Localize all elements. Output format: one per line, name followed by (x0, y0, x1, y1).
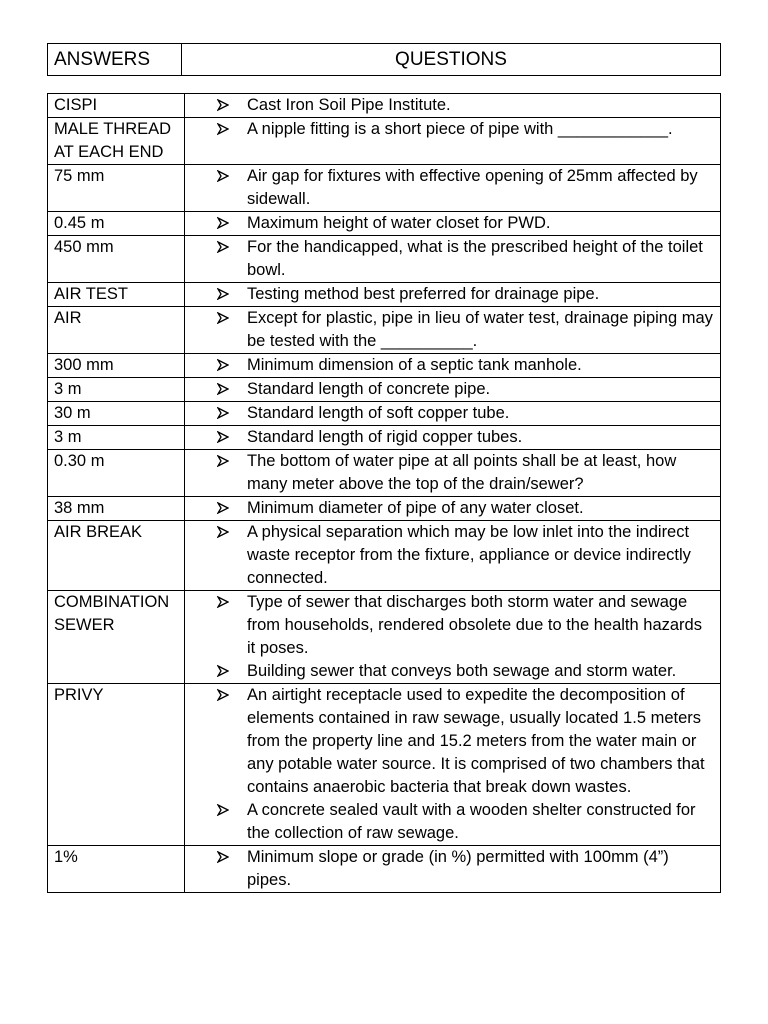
table-row (48, 118, 721, 165)
answer-cell: 75 mm (48, 165, 185, 212)
bullet (191, 846, 247, 869)
question-text: Air gap for fixtures with effective opening of 25mm affected by sidewall. (247, 167, 698, 208)
table-row (48, 94, 721, 118)
question-cell (185, 212, 721, 236)
question-item (191, 354, 714, 377)
question-text: For the handicapped, what is the prescribed height of the toilet bowl. (247, 238, 703, 279)
question-item (191, 402, 714, 425)
question-text: Minimum diameter of pipe of any water closet. (247, 499, 584, 517)
answer-cell: AIR TEST (48, 283, 185, 307)
answer-cell: 450 mm (48, 236, 185, 283)
question-item (191, 497, 714, 520)
arrow-bullet-icon (217, 596, 229, 608)
question-item (191, 660, 714, 683)
answer-cell: 1% (48, 846, 185, 893)
bullet (191, 212, 247, 235)
question-cell (185, 354, 721, 378)
question-text: Cast Iron Soil Pipe Institute. (247, 96, 451, 114)
question-text: Testing method best preferred for drainage pipe. (247, 285, 600, 303)
question-text: A physical separation which may be low inlet into the indirect waste receptor from the fixture, appliance or device indirectly connected. (247, 523, 691, 587)
question-cell (185, 165, 721, 212)
table-row (48, 521, 721, 591)
question-text: Standard length of rigid copper tubes. (247, 428, 523, 446)
arrow-bullet-icon (217, 241, 229, 253)
arrow-bullet-icon (217, 383, 229, 395)
questions-header: QUESTIONS (182, 44, 721, 76)
answer-cell: COMBINATION SEWER (48, 591, 185, 684)
answer-cell: 3 m (48, 378, 185, 402)
table-row (48, 497, 721, 521)
table-row (48, 354, 721, 378)
question-cell (185, 591, 721, 684)
question-cell (185, 118, 721, 165)
answer-cell: AIR BREAK (48, 521, 185, 591)
question-item (191, 236, 714, 282)
question-item (191, 94, 714, 117)
answer-cell: AIR (48, 307, 185, 354)
bullet (191, 354, 247, 377)
question-text: Except for plastic, pipe in lieu of water test, drainage piping may be tested with the __________. (247, 309, 713, 350)
question-text: Minimum slope or grade (in %) permitted with 100mm (4”) pipes. (247, 848, 669, 889)
answers-header: ANSWERS (48, 44, 182, 76)
table-row (48, 450, 721, 497)
question-cell (185, 426, 721, 450)
question-item (191, 283, 714, 306)
table-row (48, 426, 721, 450)
question-item (191, 165, 714, 211)
answer-cell: PRIVY (48, 684, 185, 846)
header-row (48, 44, 721, 76)
question-text: Building sewer that conveys both sewage and storm water. (247, 662, 677, 680)
table-row (48, 846, 721, 893)
question-text: Standard length of concrete pipe. (247, 380, 491, 398)
bullet (191, 497, 247, 520)
bullet (191, 591, 247, 614)
table-row (48, 402, 721, 426)
answer-cell: 3 m (48, 426, 185, 450)
arrow-bullet-icon (217, 431, 229, 443)
question-text: An airtight receptacle used to expedite the decomposition of elements contained in raw sewage, usually located 1.5 meters from the property line and 15.2 meters from the water main or any potable water source. It is comprised of two chambers that contains anaerobic bacteria that break down wastes. (247, 686, 705, 796)
arrow-bullet-icon (217, 217, 229, 229)
question-cell (185, 684, 721, 846)
arrow-bullet-icon (217, 359, 229, 371)
arrow-bullet-icon (217, 804, 229, 816)
answer-cell: CISPI (48, 94, 185, 118)
bullet (191, 118, 247, 141)
bullet (191, 660, 247, 683)
table-row (48, 236, 721, 283)
table-row (48, 684, 721, 846)
question-text: A nipple fitting is a short piece of pipe with ____________. (247, 120, 673, 138)
table-row (48, 212, 721, 236)
arrow-bullet-icon (217, 851, 229, 863)
arrow-bullet-icon (217, 99, 229, 111)
bullet (191, 426, 247, 449)
table-row (48, 378, 721, 402)
question-text: The bottom of water pipe at all points shall be at least, how many meter above the top of the drain/sewer? (247, 452, 677, 493)
question-item (191, 212, 714, 235)
bullet (191, 521, 247, 544)
question-text: Maximum height of water closet for PWD. (247, 214, 551, 232)
answer-cell: 38 mm (48, 497, 185, 521)
question-item (191, 846, 714, 892)
table-row (48, 283, 721, 307)
question-text: Standard length of soft copper tube. (247, 404, 510, 422)
qa-table (47, 93, 721, 893)
bullet (191, 165, 247, 188)
bullet (191, 799, 247, 822)
bullet (191, 378, 247, 401)
question-item (191, 799, 714, 845)
arrow-bullet-icon (217, 312, 229, 324)
question-cell (185, 521, 721, 591)
question-cell (185, 846, 721, 893)
question-cell (185, 236, 721, 283)
bullet (191, 402, 247, 425)
arrow-bullet-icon (217, 502, 229, 514)
question-item (191, 450, 714, 496)
question-item (191, 521, 714, 590)
table-row (48, 307, 721, 354)
question-cell (185, 283, 721, 307)
question-item (191, 307, 714, 353)
answer-cell: 0.45 m (48, 212, 185, 236)
question-cell (185, 94, 721, 118)
answer-cell: 0.30 m (48, 450, 185, 497)
question-cell (185, 450, 721, 497)
arrow-bullet-icon (217, 123, 229, 135)
arrow-bullet-icon (217, 526, 229, 538)
question-text: A concrete sealed vault with a wooden shelter constructed for the collection of raw sewage. (247, 801, 696, 842)
bullet (191, 236, 247, 259)
table-row (48, 165, 721, 212)
question-cell (185, 378, 721, 402)
question-text: Minimum dimension of a septic tank manhole. (247, 356, 582, 374)
question-item (191, 591, 714, 660)
arrow-bullet-icon (217, 689, 229, 701)
answer-cell: MALE THREAD AT EACH END (48, 118, 185, 165)
table-row (48, 591, 721, 684)
arrow-bullet-icon (217, 665, 229, 677)
question-text: Type of sewer that discharges both storm water and sewage from households, rendered obsolete due to the health hazards it poses. (247, 593, 702, 657)
bullet (191, 307, 247, 330)
bullet (191, 94, 247, 117)
header-table (47, 43, 721, 76)
arrow-bullet-icon (217, 288, 229, 300)
bullet (191, 684, 247, 707)
arrow-bullet-icon (217, 170, 229, 182)
question-item (191, 684, 714, 799)
question-item (191, 426, 714, 449)
arrow-bullet-icon (217, 455, 229, 467)
question-item (191, 378, 714, 401)
question-cell (185, 307, 721, 354)
bullet (191, 450, 247, 473)
answer-cell: 300 mm (48, 354, 185, 378)
question-cell (185, 497, 721, 521)
answer-cell: 30 m (48, 402, 185, 426)
qa-table-body (48, 94, 721, 893)
arrow-bullet-icon (217, 407, 229, 419)
question-item (191, 118, 714, 141)
bullet (191, 283, 247, 306)
question-cell (185, 402, 721, 426)
